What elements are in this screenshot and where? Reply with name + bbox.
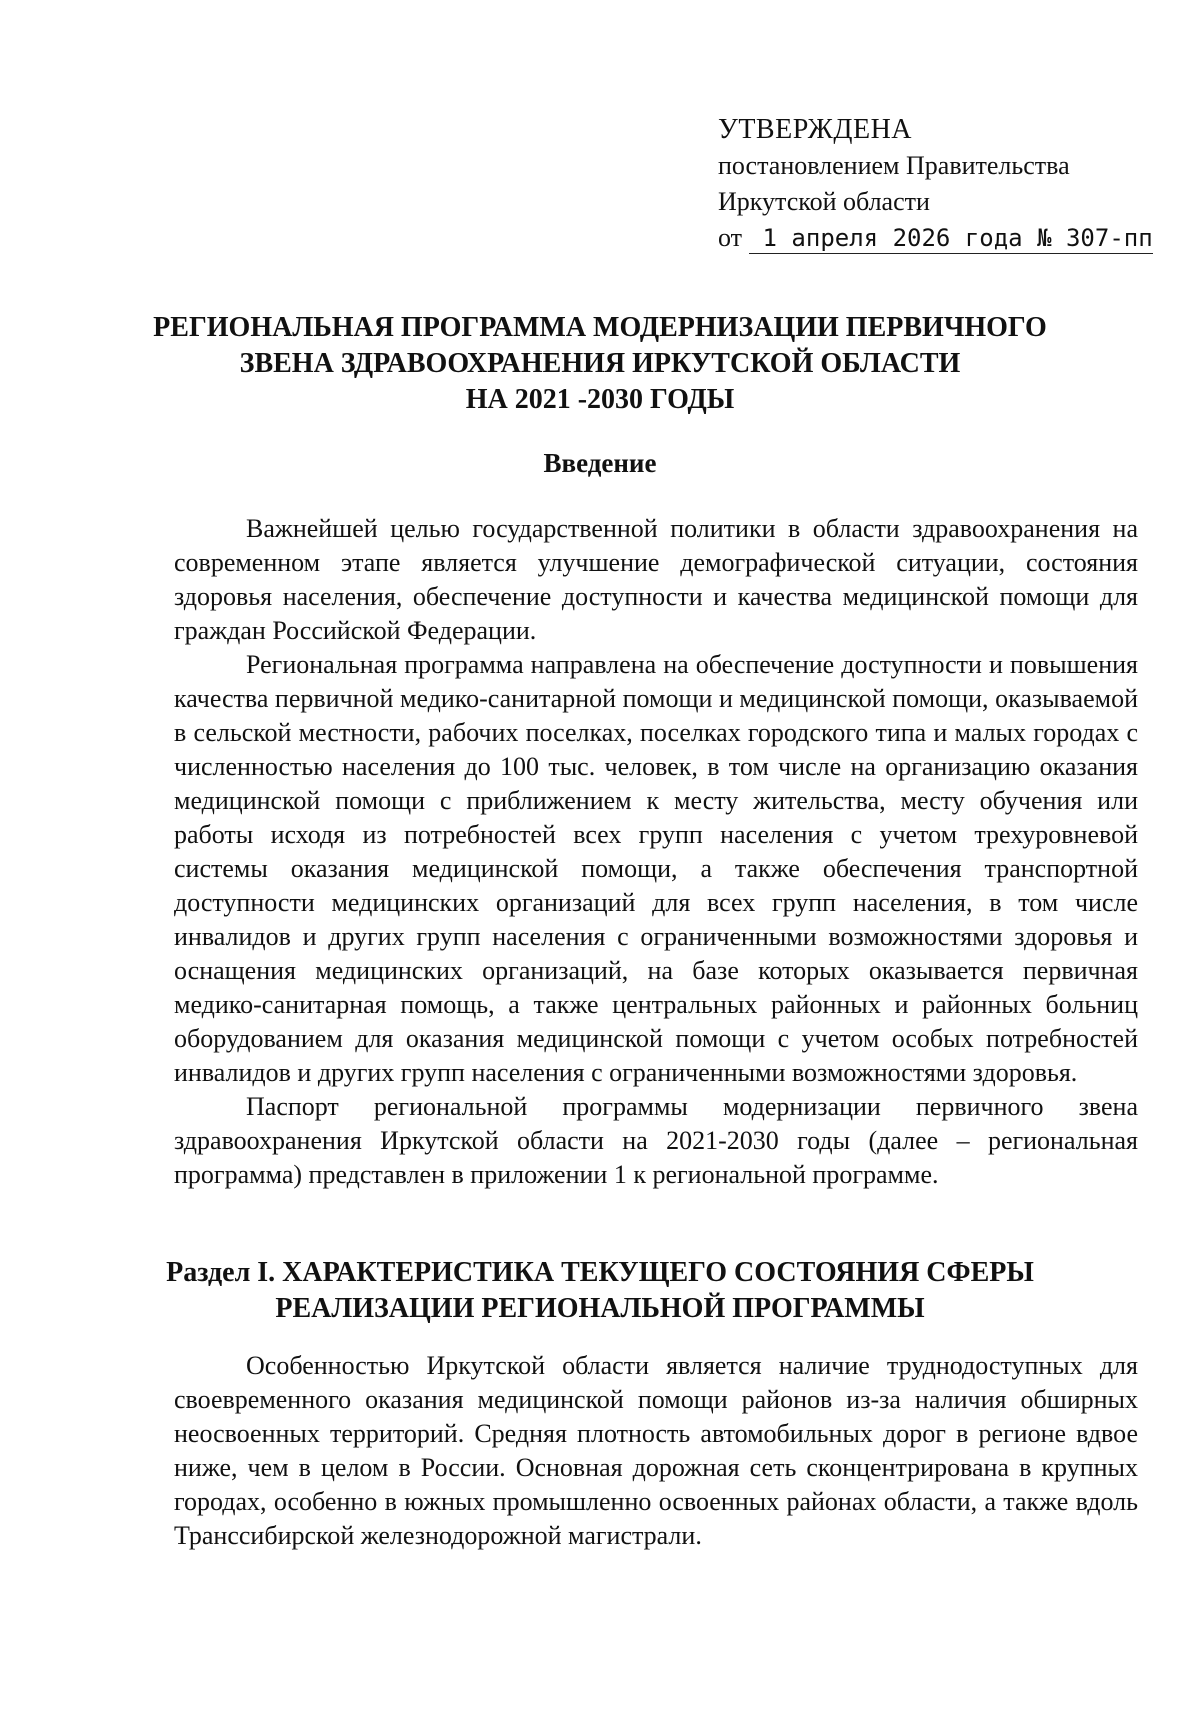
document-title-line-3: НА 2021 -2030 ГОДЫ <box>465 384 735 415</box>
section-1-heading-line-2: РЕАЛИЗАЦИИ РЕГИОНАЛЬНОЙ ПРОГРАММЫ <box>275 1293 925 1324</box>
section-1-body <box>174 1349 1138 1553</box>
introduction-body <box>174 512 1138 1192</box>
introduction-heading: Введение <box>543 448 657 478</box>
introduction-paragraph-1: Важнейшей целью государственной политики в области здравоохранения на современном этапе является улучшение демографической ситуации, состояния здоровья населения, обеспечение доступности и качества медицинской помощи для граждан Российской Федерации. <box>174 514 1138 645</box>
approval-region: Иркутской области <box>718 187 930 216</box>
document-title <box>150 310 1050 418</box>
approval-block <box>718 112 1153 256</box>
approval-issuer: постановлением Правительства <box>718 151 1070 180</box>
approval-date-prefix: от <box>718 223 743 252</box>
introduction-paragraph-2: Региональная программа направлена на обеспечение доступности и повышения качества первичной медико-санитарной помощи и медицинской помощи, оказываемой в сельской местности, рабочих поселках, поселках городского типа и малых городах с численностью населения до 100 тыс. человек, в том числе на организацию оказания медицинской помощи с приближением к месту жительства, месту обучения или работы исходя из потребностей всех групп населения с учетом трехуровневой системы оказания медицинской помощи, а также обеспечения транспортной доступности медицинских организаций для всех групп населения, в том числе инвалидов и других групп населения с ограниченными возможностями здоровья и оснащения медицинских организаций, на базе которых оказывается первичная медико-санитарная помощь, а также центральных районных и районных больниц оборудованием для оказания медицинской помощи с учетом особых потребностей инвалидов и других групп населения с ограниченными возможностями здоровья. <box>174 650 1138 1087</box>
section-1-heading <box>150 1255 1050 1327</box>
approval-date-number: 1 апреля 2026 года № 307-пп <box>749 223 1153 254</box>
section-1-paragraph-1: Особенностью Иркутской области является наличие труднодоступных для своевременного оказания медицинской помощи районов из-за наличия обширных неосвоенных территорий. Средняя плотность автомобильных дорог в регионе вдвое ниже, чем в целом в России. Основная дорожная сеть сконцентрирована в крупных городах, особенно в южных промышленно освоенных районах области, а также вдоль Транссибирской железнодорожной магистрали. <box>174 1351 1138 1550</box>
approval-date-line <box>718 220 1153 256</box>
section-1-heading-line-1: Раздел I. ХАРАКТЕРИСТИКА ТЕКУЩЕГО СОСТОЯНИЯ СФЕРЫ <box>166 1257 1034 1288</box>
approval-stamp: УТВЕРЖДЕНА <box>718 114 913 145</box>
introduction-paragraph-3: Паспорт региональной программы модернизации первичного звена здравоохранения Иркутской области на 2021-2030 годы (далее – региональная программа) представлен в приложении 1 к региональной программе. <box>174 1092 1138 1189</box>
document-title-line-1: РЕГИОНАЛЬНАЯ ПРОГРАММА МОДЕРНИЗАЦИИ ПЕРВИЧНОГО <box>153 312 1047 343</box>
document-title-line-2: ЗВЕНА ЗДРАВООХРАНЕНИЯ ИРКУТСКОЙ ОБЛАСТИ <box>239 348 961 379</box>
